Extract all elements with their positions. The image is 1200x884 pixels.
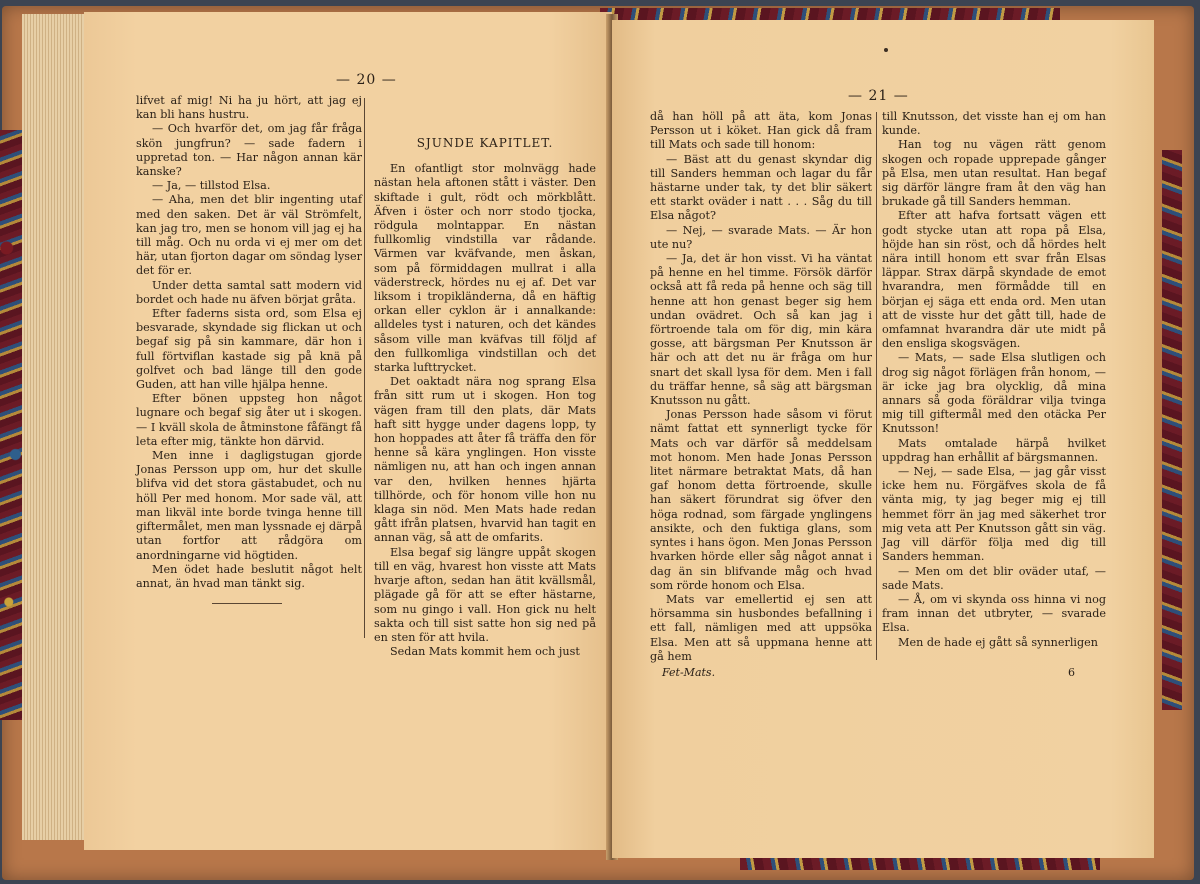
paragraph: Men ödet hade beslutit något helt annat, än hvad man tänkt sig. bbox=[136, 562, 362, 590]
left-page bbox=[84, 12, 612, 850]
paragraph: — Men om det blir oväder utaf, — sade Mats. bbox=[882, 564, 1106, 592]
paragraph: Elsa begaf sig längre uppåt skogen till en väg, hvarest hon visste att Mats hvarje afton, sedan han ätit kvällsmål, plägade gå för att se efter hästarne, som nu gingo i vall. Hon gick nu helt sakta och till sist satte hon sig ned på en sten för att hvila. bbox=[374, 545, 596, 644]
paragraph: lifvet af mig! Ni ha ju hört, att jag ej kan bli hans hustru. bbox=[136, 94, 362, 122]
left-page-column-2 bbox=[374, 118, 596, 659]
paragraph: Efter faderns sista ord, som Elsa ej besvarade, skyndade sig flickan ut och begaf sig på sin kammare, där hon i full förtviflan kastade sig på knä på golfvet och bad länge till den gode Guden, att han ville hjälpa henne. bbox=[136, 307, 362, 392]
paragraph: Men inne i dagligstugan gjorde Jonas Persson upp om, hur det skulle blifva vid det stora gästabudet, och nu höll Per med honom. Mor sade väl, att man likväl inte borde tvinga henne till giftermålet, men man lyssnade ej därpå utan fortfor att rådgöra om anordningarne vid högtiden. bbox=[136, 449, 362, 562]
chapter-end-rule bbox=[212, 603, 282, 604]
paragraph: Jonas Persson hade såsom vi förut nämt fattat ett synnerligt tycke för Mats och var därför så meddelsam mot honom. Men hade Jonas Persson litet närmare betraktat Mats, då han gaf honom detta förtroende, skulle han säkert förundrat sig öfver den höga rodnad, som färgade ynglingens ansikte, och den fuktiga glans, som syntes i hans ögon. Men Jonas Persson hvarken hörde eller såg något annat i dag än sin blifvande måg och hvad som rörde honom och Elsa. bbox=[650, 408, 872, 592]
paragraph: — Aha, men det blir ingenting utaf med den saken. Det är väl Strömfelt, kan jag tro, men se honom vill jag ej ha till måg. Och nu orda vi ej mer om det här, utan fjorton dagar om söndag lyser det för er. bbox=[136, 193, 362, 278]
paragraph: Mats var emellertid ej sen att hörsamma sin husbondes befallning i ett fall, nämligen med att uppsöka Elsa. Men att så uppmana henne att gå hem bbox=[650, 592, 872, 663]
paragraph: Sedan Mats kommit hem och just bbox=[390, 645, 580, 659]
right-page-number: — 21 — bbox=[848, 88, 909, 104]
paragraph: Men de hade ej gått så synnerligen bbox=[898, 635, 1098, 649]
signature-mark: 6 bbox=[1068, 666, 1075, 679]
paragraph: då han höll på att äta, kom Jonas Persson ut i köket. Han gick då fram till Mats och sade till honom: bbox=[650, 110, 872, 152]
paragraph: En ofantligt stor molnvägg hade nästan hela aftonen stått i väster. Den skiftade i gult, rödt och mörkblått. Äfven i öster och norr stodo tjocka, rödgula molntappar. En nästan fullkomlig vindstilla var rådande. Värmen var kväfvande, men åskan, som på förmiddagen mullrat i alla väderstreck, hördes nu ej af. Det var liksom i tropikländerna, då en häftig orkan eller cyklon är i annalkande: alldeles tyst i naturen, och det kändes såsom ville man kväfvas till följd af den fullkomliga vindstillan och det starka lufttrycket. bbox=[374, 162, 596, 375]
paragraph: Han tog nu vägen rätt genom skogen och ropade upprepade gånger på Elsa, men utan resultat. Han begaf sig därför längre fram åt den väg han brukade gå till Sanders hemman. bbox=[882, 138, 1106, 209]
right-page bbox=[612, 20, 1154, 858]
chapter-heading: SJUNDE KAPITLET. bbox=[416, 136, 554, 150]
paragraph: Efter bönen uppsteg hon något lugnare och begaf sig åter ut i skogen. — I kväll skola de åtminstone fåfängt få leta efter mig, tänkte hon därvid. bbox=[136, 392, 362, 448]
paragraph: — Å, om vi skynda oss hinna vi nog fram innan det utbryter, — svarade Elsa. bbox=[882, 592, 1106, 635]
right-page-column-1 bbox=[650, 110, 872, 664]
paragraph: — Och hvarför det, om jag får fråga skön jungfrun? — sade fadern i uppretad ton. — Har någon annan kär kanske? bbox=[136, 122, 362, 179]
column-divider bbox=[876, 112, 877, 660]
paragraph: — Bäst att du genast skyndar dig till Sanders hemman och lagar du får hästarne under tak, ty det blir säkert ett starkt oväder i natt . . . Såg du till Elsa något? bbox=[650, 152, 872, 223]
left-page-number: — 20 — bbox=[336, 72, 397, 88]
paragraph: Det oaktadt nära nog sprang Elsa från sitt rum ut i skogen. Hon tog vägen fram till den plats, där Mats haft sitt hygge under dagens lopp, ty hon hoppades att åter få träffa den för henne så kära ynglingen. Hon visste nämligen nu, att han och ingen annan var den, hvilken hennes hjärta tillhörde, och för honom ville hon nu klaga sin nöd. Men Mats hade redan gått ifrån platsen, hvarvid han tagit en annan väg, så att de omfarits. bbox=[374, 375, 596, 545]
paragraph: — Nej, — svarade Mats. — Är hon ute nu? bbox=[650, 223, 872, 251]
left-page-column-1 bbox=[136, 94, 362, 604]
paragraph: — Mats, — sade Elsa slutligen och drog sig något förlägen från honom, — är icke jag bra olycklig, då mina annars så goda föräldrar vilja tvinga mig till giftermål med den otäcka Per Knutsson! bbox=[882, 351, 1106, 436]
handwritten-margin-note bbox=[72, 170, 96, 690]
footer-book-title: Fet-Mats. bbox=[662, 666, 716, 679]
paragraph: — Ja, — tillstod Elsa. bbox=[152, 179, 271, 193]
marbled-endpaper-bottom bbox=[740, 856, 1100, 870]
paragraph: Efter att hafva fortsatt vägen ett godt stycke utan att ropa på Elsa, höjde han sin röst, och då hördes helt nära intill honom ett svar från Elsas läppar. Strax därpå skyndade de emot hvarandra, men förmådde till en början ej säga ett enda ord. Men utan att de visste hur det gått till, hade de omfamnat hvarandra där ute midt på den ensliga skogsvägen. bbox=[882, 209, 1106, 351]
marbled-endpaper-right bbox=[1162, 150, 1182, 710]
marbled-endpaper-left bbox=[0, 130, 22, 720]
paragraph: Under detta samtal satt modern vid bordet och hade nu äfven börjat gråta. bbox=[136, 278, 362, 306]
right-page-column-2 bbox=[882, 110, 1106, 650]
paragraph: — Nej, — sade Elsa, — jag går visst icke hem nu. Förgäfves skola de få vänta mig, ty jag beger mig ej till hemmet förr än jag med säkerhet tror mig veta att Per Knutsson gått sin väg. Jag vill därför följa med dig till Sanders hemman. bbox=[882, 465, 1106, 564]
ink-spot bbox=[884, 48, 888, 52]
column-divider bbox=[364, 98, 365, 638]
paragraph: till Knutsson, det visste han ej om han kunde. bbox=[882, 110, 1106, 138]
paragraph: — Ja, det är hon visst. Vi ha väntat på henne en hel timme. Försök därför också att få reda på henne och säg till henne att hon genast beger sig hem undan ovädret. Och så kan jag i förtroende tala om för dig, min kära gosse, att bärgsman Per Knutsson är här och att det nu är fråga om hur snart det skall lysa för dem. Men i fall du träffar henne, så säg att bärgsman Knutsson nu gått. bbox=[650, 252, 872, 408]
paragraph: Mats omtalade härpå hvilket uppdrag han erhållit af bärgsmannen. bbox=[882, 436, 1106, 464]
